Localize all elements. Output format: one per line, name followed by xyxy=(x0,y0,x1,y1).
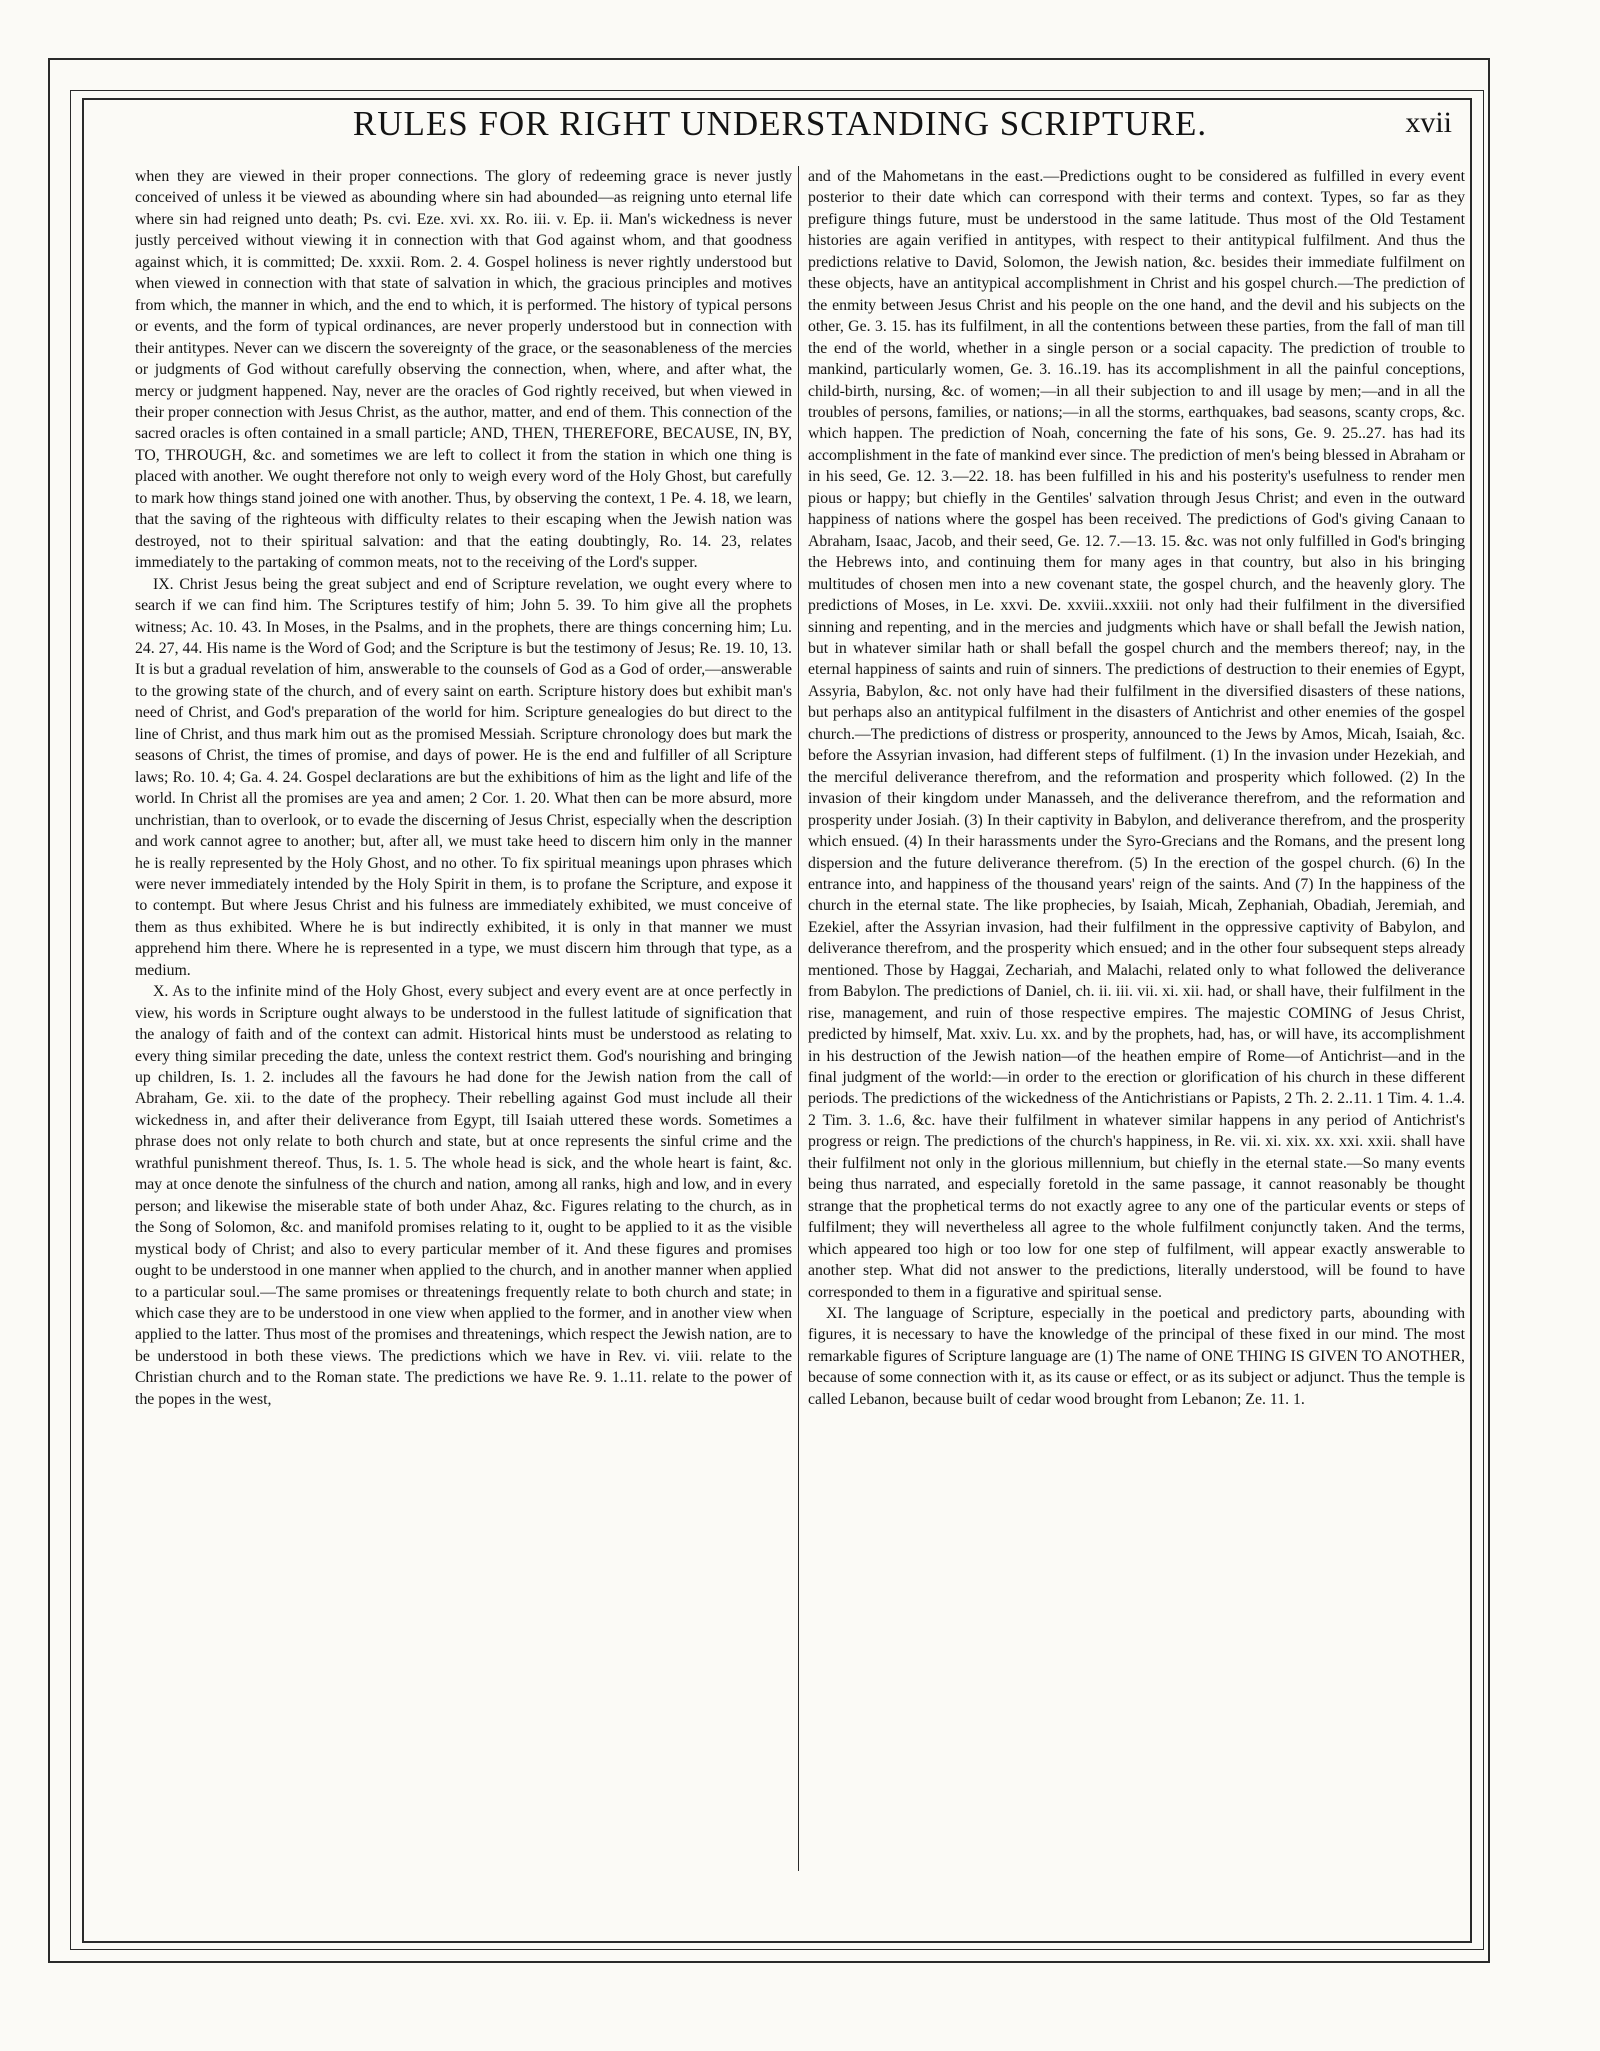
page-number: xvii xyxy=(1405,106,1452,139)
paragraph-x-continued: and of the Mahometans in the east.—Predictions ought to be considered as fulfilled in every event posterior to their date which can correspond with their terms and context. Types, so far as they prefigure things future, must be understood in the same latitude. Thus most of the Old Testament histories are again verified in antitypes, with respect to their antitypical fulfilment. And thus the predictions relative to David, Solomon, the Jewish nation, &c. besides their immediate fulfilment on these objects, have an antitypical accomplishment in Christ and his gospel church.—The prediction of the enmity between Jesus Christ and his people on the one hand, and the devil and his subjects on the other, Ge. 3. 15. has its fulfilment, in all the contentions between these parties, from the fall of man till the end of the world, whether in a single person or a social capacity. The prediction of trouble to mankind, particularly women, Ge. 3. 16..19. has its accomplishment in all the painful conceptions, child-birth, nursing, &c. of women;—in all their subjection to and ill usage by men;—and in all the troubles of persons, families, or nations;—in all the storms, earthquakes, bad seasons, scanty crops, &c. which happen. The prediction of Noah, concerning the fate of his sons, Ge. 9. 25..27. has had its accomplishment in the fate of mankind ever since. The prediction of men's being blessed in Abraham or in his seed, Ge. 12. 3.—22. 18. has been fulfilled in his and his posterity's usefulness to render men pious or happy; but chiefly in the Gentiles' salvation through Jesus Christ; and even in the outward happiness of nations where the gospel has been received. The predictions of God's giving Canaan to Abraham, Isaac, Jacob, and their seed, Ge. 12. 7.—13. 15. &c. was not only fulfilled in God's bringing the Hebrews into, and continuing them for many ages in that country, but also in his bringing multitudes of chosen men into a new covenant state, the gospel church, and the heavenly glory. The predictions of Moses, in Le. xxvi. De. xxviii..xxxiii. not only had their fulfilment in the diversified sinning and repenting, and in the mercies and judgments which have or shall befall the Jewish nation, but in whatever similar hath or shall befall the gospel church and the members thereof; nay, in the eternal happiness of saints and ruin of sinners. The predictions of destruction to their enemies of Egypt, Assyria, Babylon, &c. not only have had their fulfilment in the diversified disasters of these nations, but perhaps also an antitypical fulfilment in the disasters of Antichrist and other enemies of the gospel church.—The predictions of distress or prosperity, announced to the Jews by Amos, Micah, Isaiah, &c. before the Assyrian invasion, had different steps of fulfilment. (1) In the invasion under Hezekiah, and the merciful deliverance therefrom, and the reformation and prosperity which followed. (2) In the invasion of their kingdom under Manasseh, and the deliverance therefrom, and the reformation and prosperity under Josiah. (3) In their captivity in Babylon, and deliverance therefrom, and the prosperity which ensued. (4) In their harassments under the Syro-Grecians and the Romans, and the present long dispersion and the future deliverance therefrom. (5) In the erection of the gospel church. (6) In the entrance into, and happiness of the thousand years' reign of the saints. And (7) In the happiness of the church in the eternal state. The like prophecies, by Isaiah, Micah, Zephaniah, Obadiah, Jeremiah, and Ezekiel, after the Assyrian invasion, had their fulfilment in the oppressive captivity of Babylon, and deliverance therefrom, and the prosperity which ensued; and in the other four subsequent steps already mentioned. Those by Haggai, Zechariah, and Malachi, related only to what followed the deliverance from Babylon. The predictions of Daniel, ch. ii. iii. vii. xi. xii. had, or shall have, their fulfilment in the rise, management, and ruin of those respective empires. The majestic COMING of Jesus Christ, predicted by himself, Mat. xxiv. Lu. xx. and by the prophets, had, has, or will have, its accomplishment in his destruction of the Jewish nation—of the heathen empire of Rome—of Antichrist—and in the final judgment of the world:—in order to the erection or glorification of his church in these different periods. The predictions of the wickedness of the Antichristians or Papists, 2 Th. 2. 2..11. 1 Tim. 4. 1..4. 2 Tim. 3. 1..6, &c. have their fulfilment in whatever similar happens in any period of Antichrist's progress or reign. The predictions of the church's happiness, in Re. vii. xi. xix. xx. xxi. xxii. shall have their fulfilment not only in the glorious millennium, but chiefly in the eternal state.—So many events being thus narrated, and especially foretold in the same passage, it cannot reasonably be thought strange that the prophetical terms do not exactly agree to any one of the particular events or steps of fulfilment; they will nevertheless all agree to the whole fulfilment conjunctly taken. And the terms, which appeared too high or too low for one step of fulfilment, will appear exactly answerable to another step. What did not answer to the predictions, literally understood, will be found to have corresponded to them in a figurative and spiritual sense. xyxy=(808,168,1465,1301)
page-header xyxy=(90,100,1470,160)
right-column xyxy=(808,166,1465,1926)
paragraph-xi: XI. The language of Scripture, especially in the poetical and predictory parts, abounding with figures, it is necessary to have the knowledge of the principal of these fixed in our mind. The most remarkable figures of Scripture language are (1) The name of ONE THING IS GIVEN TO ANOTHER, because of some connection with it, as its cause or effect, or as its subject or adjunct. Thus the temple is called Lebanon, because built of cedar wood brought from Lebanon; Ze. 11. 1. xyxy=(808,1305,1465,1408)
paragraph-ix: IX. Christ Jesus being the great subject and end of Scripture revelation, we ought every where to search if we can find him. The Scriptures testify of him; John 5. 39. To him give all the prophets witness; Ac. 10. 43. In Moses, in the Psalms, and in the prophets, there are things concerning him; Lu. 24. 27, 44. His name is the Word of God; and the Scripture is but the testimony of Jesus; Re. 19. 10, 13. It is but a gradual revelation of him, answerable to the counsels of God as a God of order,—answerable to the growing state of the church, and of every saint on earth. Scripture history does but exhibit man's need of Christ, and God's preparation of the world for him. Scripture genealogies do but direct to the line of Christ, and thus mark him out as the promised Messiah. Scripture chronology does but mark the seasons of Christ, the times of promise, and days of power. He is the end and fulfiller of all Scripture laws; Ro. 10. 4; Ga. 4. 24. Gospel declarations are but the exhibitions of him as the light and life of the world. In Christ all the promises are yea and amen; 2 Cor. 1. 20. What then can be more absurd, more unchristian, than to overlook, or to evade the discerning of Jesus Christ, especially when the description and work cannot agree to another; but, after all, we must take heed to discern him only in the manner he is really represented by the Holy Ghost, and no other. To fix spiritual meanings upon phrases which were never immediately intended by the Holy Spirit in them, is to profane the Scripture, and expose it to contempt. But where Jesus Christ and his fulness are immediately exhibited, we must conceive of them as thus exhibited. Where he is but indirectly exhibited, it is only in that manner we must apprehend him there. Where he is represented in a type, we must discern him through that type, as a medium. xyxy=(135,575,792,979)
left-column xyxy=(135,166,792,1926)
column-divider xyxy=(798,166,799,1871)
paragraph-viii-continued: when they are viewed in their proper connections. The glory of redeeming grace is never justly conceived of unless it be viewed as abounding where sin had abounded—as reigning unto eternal life where sin had reigned unto death; Ps. cvi. Eze. xvi. xx. Ro. iii. v. Ep. ii. Man's wickedness is never justly perceived without viewing it in connection with that God against whom, and that goodness against which, it is committed; De. xxxii. Rom. 2. 4. Gospel holiness is never rightly understood but when viewed in connection with that state of salvation in which, the gracious principles and motives from which, the manner in which, and the end to which, it is performed. The history of typical persons or events, and the form of typical ordinances, are never properly understood but in connection with their antitypes. Never can we discern the sovereignty of the grace, or the seasonableness of the mercies or judgments of God without carefully observing the connection, when, where, and after what, the mercy or judgment happened. Nay, never are the oracles of God rightly received, but when viewed in their proper connection with Jesus Christ, as the author, matter, and end of them. This connection of the sacred oracles is often contained in a small particle; AND, THEN, THEREFORE, BECAUSE, IN, BY, TO, THROUGH, &c. and sometimes we are left to collect it from the station in which one thing is placed with another. We ought therefore not only to weigh every word of the Holy Ghost, but carefully to mark how things stand joined one with another. Thus, by observing the context, 1 Pe. 4. 18, we learn, that the saving of the righteous with difficulty relates to their escaping when the Jewish nation was destroyed, not to their spiritual salvation: and that the eating doubtingly, Ro. 14. 23, relates immediately to the partaking of common meats, not to the receiving of the Lord's supper. xyxy=(135,168,792,572)
paragraph-x: X. As to the infinite mind of the Holy Ghost, every subject and every event are at once perfectly in view, his words in Scripture ought always to be understood in the fullest latitude of signification that the analogy of faith and of the context can admit. Historical hints must be understood as relating to every thing similar preceding the date, unless the context restrict them. God's nourishing and bringing up children, Is. 1. 2. includes all the favours he had done for the Jewish nation from the call of Abraham, Ge. xii. to the date of the prophecy. Their rebelling against God must include all their wickedness in, and after their deliverance from Egypt, till Isaiah uttered these words. Sometimes a phrase does not only relate to both church and state, but at once represents the sinful crime and the wrathful punishment thereof. Thus, Is. 1. 5. The whole head is sick, and the whole heart is faint, &c. may at once denote the sinfulness of the church and nation, among all ranks, high and low, and in every person; and likewise the miserable state of both under Ahaz, &c. Figures relating to the church, as in the Song of Solomon, &c. and manifold promises relating to it, ought to be applied to it as the visible mystical body of Christ; and also to every particular member of it. And these figures and promises ought to be understood in one manner when applied to the church, and in another manner when applied to a particular soul.—The same promises or threatenings frequently relate to both church and state; in which case they are to be understood in one view when applied to the former, and in another view when applied to the latter. Thus most of the promises and threatenings, which respect the Jewish nation, are to be understood in both these views. The predictions which we have in Rev. vi. viii. relate to the Christian church and to the Roman state. The predictions we have Re. 9. 1..11. relate to the power of the popes in the west, xyxy=(135,983,792,1408)
page-title: RULES FOR RIGHT UNDERSTANDING SCRIPTURE. xyxy=(352,104,1208,143)
